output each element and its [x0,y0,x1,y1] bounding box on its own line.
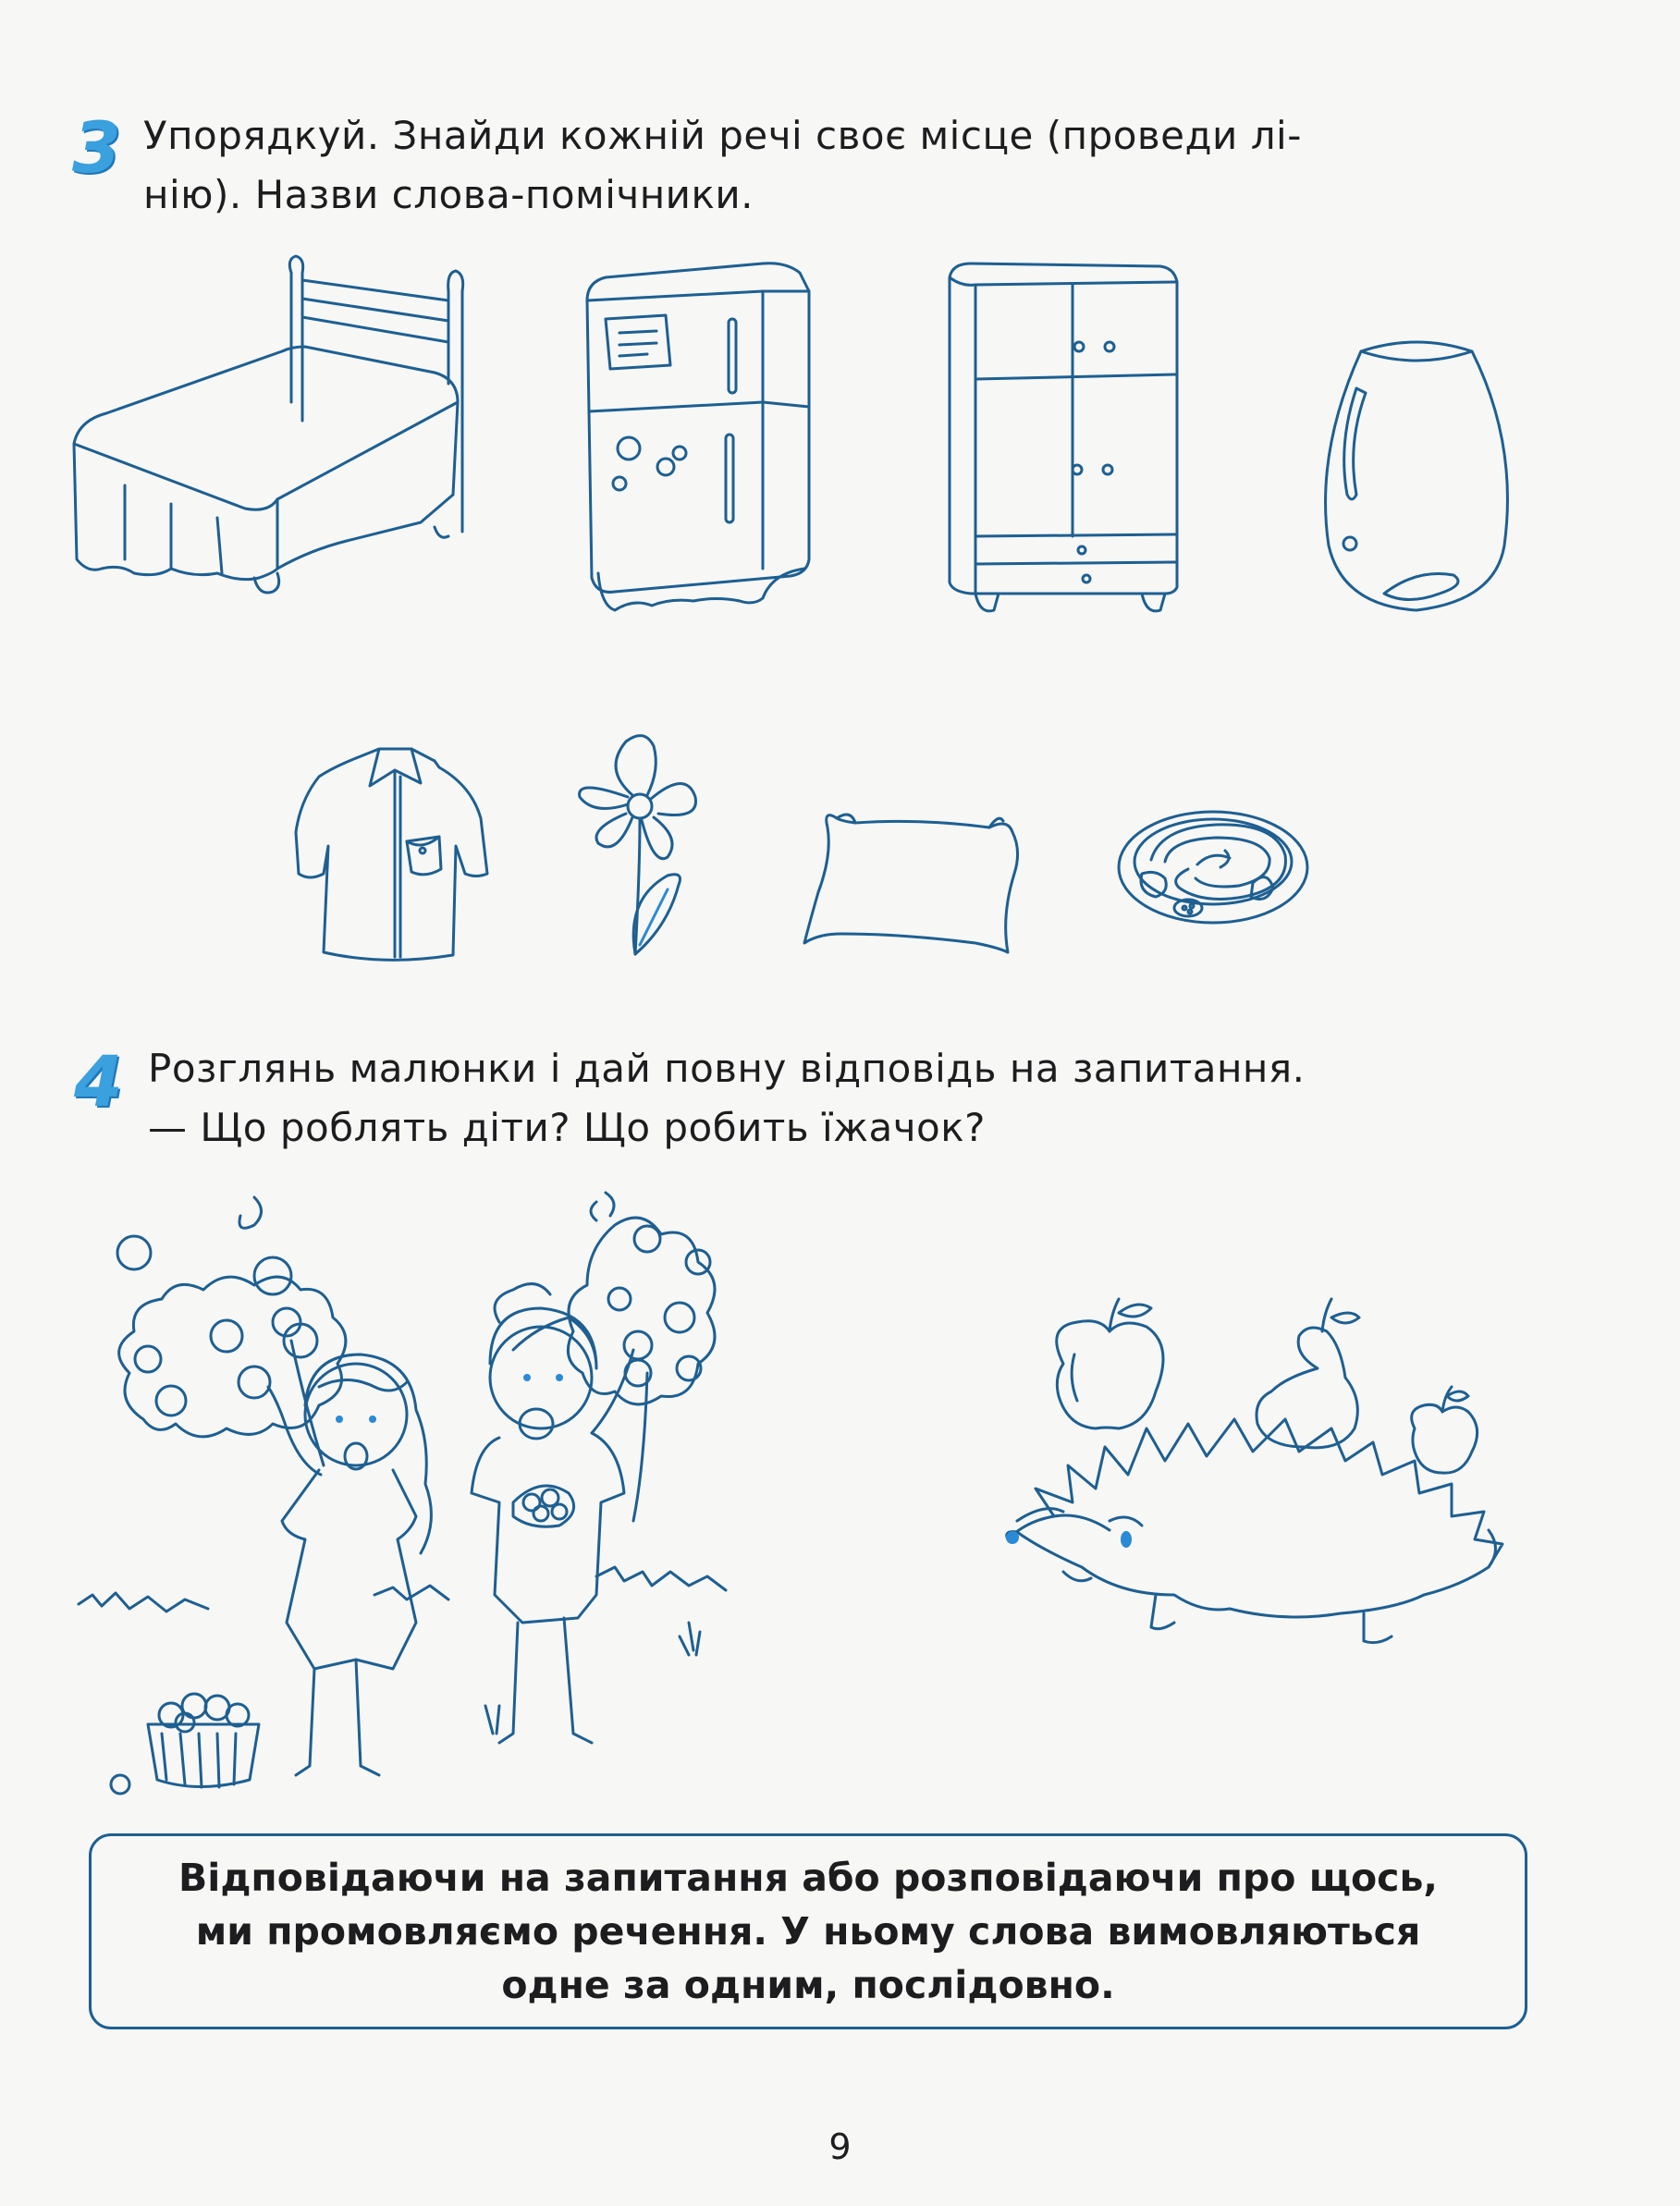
task-3-line-1: Упорядкуй. Знайди кожній речі своє місце (проведи лі- [143,113,1302,158]
task-4-line-1: Розглянь малюнки і дай повну відповідь на запитання. [148,1046,1306,1091]
page-number: 9 [828,2126,852,2167]
rule-line-1: Відповідаючи на запитання або розповідаючи про щось, [178,1856,1438,1900]
task-4-line-2: — Що роблять діти? Що робить їжачок? [148,1105,986,1150]
vase-icon [1306,333,1527,619]
task-3-line-2: нію). Назви слова-помічники. [143,172,754,217]
rule-box [89,1833,1527,2029]
task-4-instruction [148,1039,1306,1158]
pillow-icon [800,804,1022,952]
task-3-instruction [143,106,1302,225]
hedgehog-with-fruit-illustration [989,1290,1526,1678]
bed-icon [69,254,467,610]
task-4-number: 4 [74,1040,123,1122]
flower-icon [575,732,705,968]
sausage-plate-icon [1114,804,1313,929]
shirt-icon [291,744,495,971]
rule-line-2: ми промовляємо речення. У ньому слова вимовляються [195,1909,1421,1954]
fridge-icon [578,254,818,624]
wardrobe-icon [938,259,1183,629]
task-3-number: 3 [72,106,121,189]
rule-line-3: одне за одним, послідовно. [501,1963,1115,2007]
children-picking-apples-illustration [79,1188,781,1798]
